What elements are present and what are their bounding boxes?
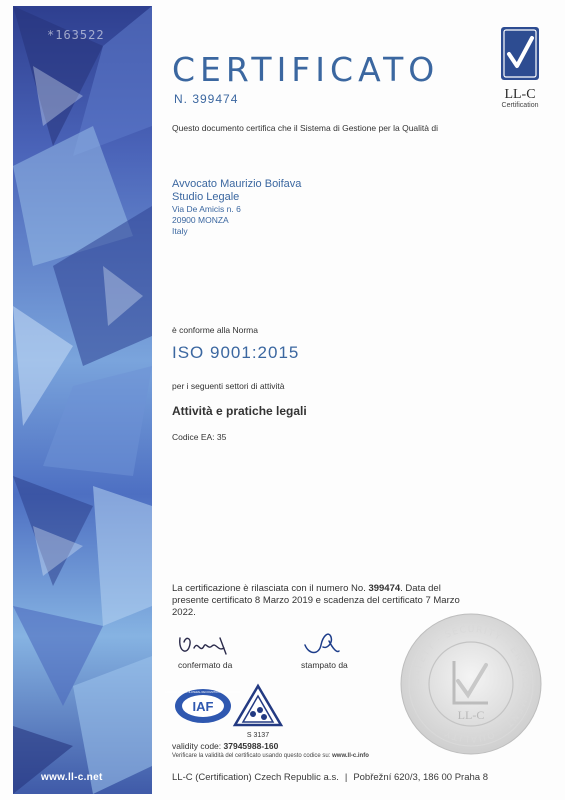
activity-sector: Attività e pratiche legali: [172, 404, 307, 418]
standard-name: ISO 9001:2015: [172, 343, 300, 362]
seal-ring-text: SAFETY · SECURITY · ENVIRONMENT · QUALITY: [411, 624, 531, 744]
llc-logo: [497, 26, 543, 110]
verify-text: Verificare la validità del certificato usando questo codice su:: [172, 753, 331, 759]
organization-block: [172, 178, 301, 237]
website-url[interactable]: www.ll-c.net: [41, 772, 103, 783]
address-line: Italy: [172, 226, 188, 236]
verify-line: [172, 753, 369, 759]
organization-subtitle: Studio Legale: [172, 191, 240, 203]
footer-company: LL-C (Certification) Czech Republic a.s.: [172, 772, 339, 783]
accreditation-code: S 3137: [246, 732, 270, 739]
validity-code: 37945988-160: [223, 741, 279, 751]
iaf-ring-text: MEMBER OF MULTILATERAL RECOGNITION ARRANGEMENT: [165, 691, 241, 694]
confirmed-by-label: confermato da: [178, 660, 233, 670]
validity-label: validity code:: [172, 741, 222, 751]
iaf-mark-icon: [165, 688, 241, 724]
accreditation-triangle-icon: [233, 684, 283, 727]
iaf-label: IAF: [192, 699, 214, 714]
serial-number: *163522: [47, 28, 105, 42]
embossed-seal-icon: [398, 611, 544, 757]
verify-url[interactable]: www.ll-c.info: [332, 753, 369, 759]
address-line: 20900 MONZA: [172, 215, 229, 225]
printed-by-label: stampato da: [301, 660, 348, 670]
logo-subtitle: Certification: [501, 102, 539, 109]
logo-name: LL-C: [504, 87, 536, 102]
footer: [172, 772, 488, 783]
footer-address: Pobřežní 620/3, 186 00 Praha 8: [353, 772, 488, 783]
statement-part2: . Data del presente certificato 8 Marzo 2019 e scadenza del certificato 7 Marzo 2022.: [172, 583, 460, 618]
address-line: Via De Amicis n. 6: [172, 204, 241, 214]
signature-confirmed: [176, 628, 236, 660]
accreditation-mark: [233, 684, 283, 739]
footer-separator: |: [344, 772, 348, 783]
intro-text: Questo documento certifica che il Sistema di Gestione per la Qualità di: [172, 123, 438, 133]
seal-center-text: LL-C: [457, 708, 485, 722]
sectors-label: per i seguenti settori di attività: [172, 381, 285, 391]
signature-printed: [299, 625, 341, 659]
statement-part1: La certificazione è rilasciata con il numero No.: [172, 583, 366, 594]
conformity-label: è conforme alla Norma: [172, 325, 258, 335]
statement-number: 399474: [368, 583, 401, 594]
certificate-number: N. 399474: [174, 92, 239, 106]
decorative-side-band: [13, 6, 152, 794]
validity-line: [172, 741, 278, 751]
checkmark-logo-icon: [500, 26, 540, 81]
certificate-title: CERTIFICATO: [172, 50, 440, 89]
crystal-pattern-graphic: [13, 6, 152, 794]
ea-code: Codice EA: 35: [172, 432, 227, 442]
organization-name: Avvocato Maurizio Boifava: [172, 178, 302, 190]
